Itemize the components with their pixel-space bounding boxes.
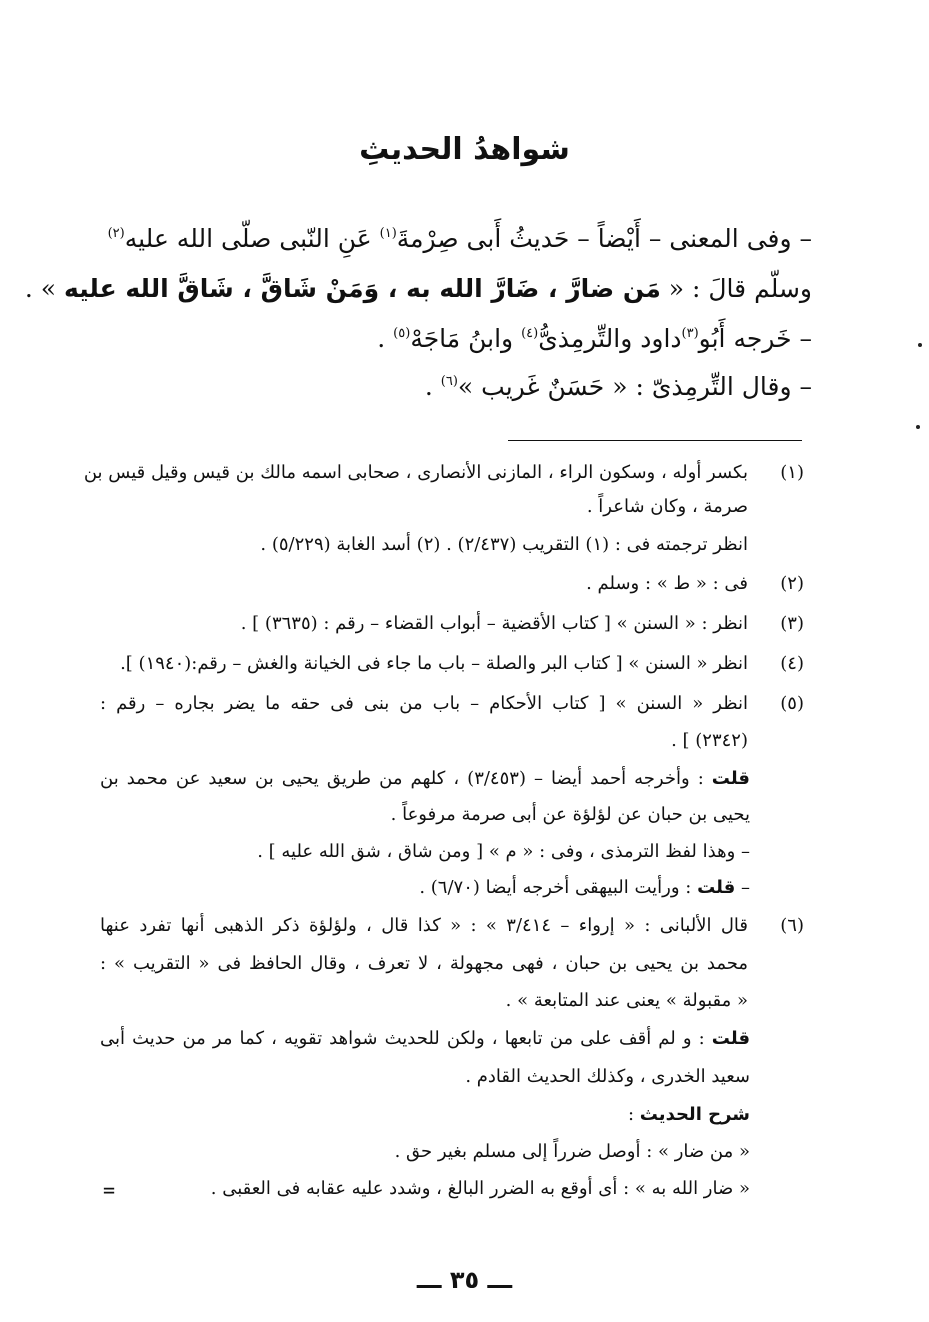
qult-note-2-line-1 — [100, 1028, 750, 1050]
qult-label: قلت — [697, 877, 736, 898]
footnote-4: انظر « السنن » [ كتاب البر والصلة – باب ما جاء فى الخيانة والغش – رقم:(١٩٤٠) ]. — [120, 653, 748, 674]
main-text: – وقال التِّرمِذىّ : « حَسَنٌ غَريب » — [457, 372, 812, 401]
footnote-2: فى : « ط » : وسلم . — [586, 573, 748, 594]
footnote-ref: (٥) — [393, 326, 411, 341]
footnote-6-line-3: « مقبولة » يعنى عند المتابعة » . — [505, 990, 748, 1011]
hadith-text: مَن ضارَّ ، ضَارَّ الله به ، وَمَنْ شَاقَّ ، شَاقَّ الله عليه — [64, 274, 661, 303]
footnote-ref: (١) — [379, 226, 397, 241]
main-paragraph-tirmidhi-grade — [100, 372, 812, 402]
main-text: وسلّم قالَ : « — [660, 274, 812, 303]
scan-speck — [916, 425, 920, 429]
note-text: : و لم أقف على من تابعها ، ولكن للحديث شواهد تقويه ، كما مر من حديث أبى — [100, 1028, 712, 1049]
qult-note-1-line-2: يحيى بن حبان عن لؤلؤة عن أبى صرمة مرفوعاً . — [390, 804, 750, 825]
footnote-ref: (٦) — [440, 374, 458, 389]
main-text: – وفى المعنى – أَيْضاً – حَديثُ أَبى صِرْمةَ — [396, 224, 812, 253]
footnote-number: (١) — [780, 462, 804, 483]
footnote-separator — [508, 440, 802, 441]
note-text: : وأخرجه أحمد أيضا – (٣/٤٥٣) ، كلهم من طريق يحيى بن سعيد عن محمد بن — [100, 768, 712, 789]
footnote-6-line-1: قال الألبانى : « إرواء – ٣/٤١٤ » : « كذا قال ، ولؤلؤة ذكر الذهبى أنها تفرد عنها — [100, 915, 748, 936]
footnote-number: (٥) — [780, 693, 804, 714]
footnote-ref: (٢) — [107, 226, 125, 241]
footnote-5-line-2: (٢٣٤٢) ] . — [671, 730, 748, 751]
footnote-number: (٣) — [780, 613, 804, 634]
dash: – — [735, 877, 750, 898]
footnote-6-line-2: محمد بن يحيى بن حبان ، فهى مجهولة ، لا تعرف ، وقال الحافظ فى « التقريب » : — [100, 953, 748, 974]
continuation-mark: = — [103, 1178, 116, 1202]
main-paragraph-line-1 — [100, 224, 812, 254]
qult-note-2-line-2: سعيد الخدرى ، وكذلك الحديث القادم . — [465, 1066, 750, 1087]
scan-speck — [918, 343, 922, 347]
footnote-1-line-2: صرمة ، وكان شاعراً . — [586, 496, 748, 517]
footnote-3: انظر : « السنن » [ كتاب الأقضية – أبواب القضاء – رقم : (٣٦٣٥) ] . — [240, 613, 748, 634]
page-title: شواهدُ الحديثِ — [359, 132, 570, 167]
footnote-1-line-3: انظر ترجمته فى : (١) التقريب (٢/٤٣٧) . (٢) أسد الغابة (٥/٢٢٩) . — [260, 534, 748, 555]
page-number: ـــ ٣٥ ـــ — [416, 1266, 513, 1294]
footnote-number: (٢) — [780, 573, 804, 594]
sharh-heading — [100, 1104, 750, 1126]
main-text: . — [377, 324, 394, 353]
footnote-5-line-1: انظر « السنن » [ كتاب الأحكام – باب من بنى فى حقه ما يضر بجاره – رقم : — [100, 693, 748, 714]
qult-label: قلت — [711, 768, 750, 789]
sharh-line-2: « ضار الله به » : أى أوقع به الضرر البالغ ، وشدد عليه عقابه فى العقبى . — [210, 1178, 750, 1199]
colon: : — [627, 1104, 640, 1125]
sharh-line-1: « من ضار » : أوصل ضرراً إلى مسلم بغير حق . — [394, 1141, 750, 1162]
footnote-1-line-1: بكسر أوله ، وسكون الراء ، المازنى الأنصارى ، صحابى اسمه مالك بن قيس وقيل قيس بن — [83, 462, 748, 483]
sharh-label: شرح الحديث — [639, 1104, 750, 1125]
main-paragraph-line-2 — [24, 274, 812, 304]
note-text: : ورأيت البيهقى أخرجه أيضا (٦/٧٠) . — [419, 877, 698, 898]
main-text: . — [424, 372, 441, 401]
main-text: داود والتِّرمِذىُّ — [538, 324, 682, 353]
main-text: – خَرجه أَبُو — [698, 324, 812, 353]
qult-note-1-line-3: – وهذا لفظ الترمذى ، وفى : « م » [ ومن شاق ، شق الله عليه ] . — [257, 841, 750, 862]
main-paragraph-takhrij — [100, 324, 812, 354]
main-text: عَنِ النّبى صلّى الله عليه — [124, 224, 380, 253]
footnote-number: (٦) — [780, 915, 804, 936]
qult-note-1-line-4 — [100, 877, 750, 899]
main-text: » . — [24, 274, 65, 303]
footnote-ref: (٣) — [681, 326, 699, 341]
footnote-number: (٤) — [780, 653, 804, 674]
footnote-ref: (٤) — [521, 326, 539, 341]
main-text: وابنُ مَاجَهْ — [410, 324, 522, 353]
qult-label: قلت — [711, 1028, 750, 1049]
qult-note-1-line-1 — [100, 768, 750, 790]
